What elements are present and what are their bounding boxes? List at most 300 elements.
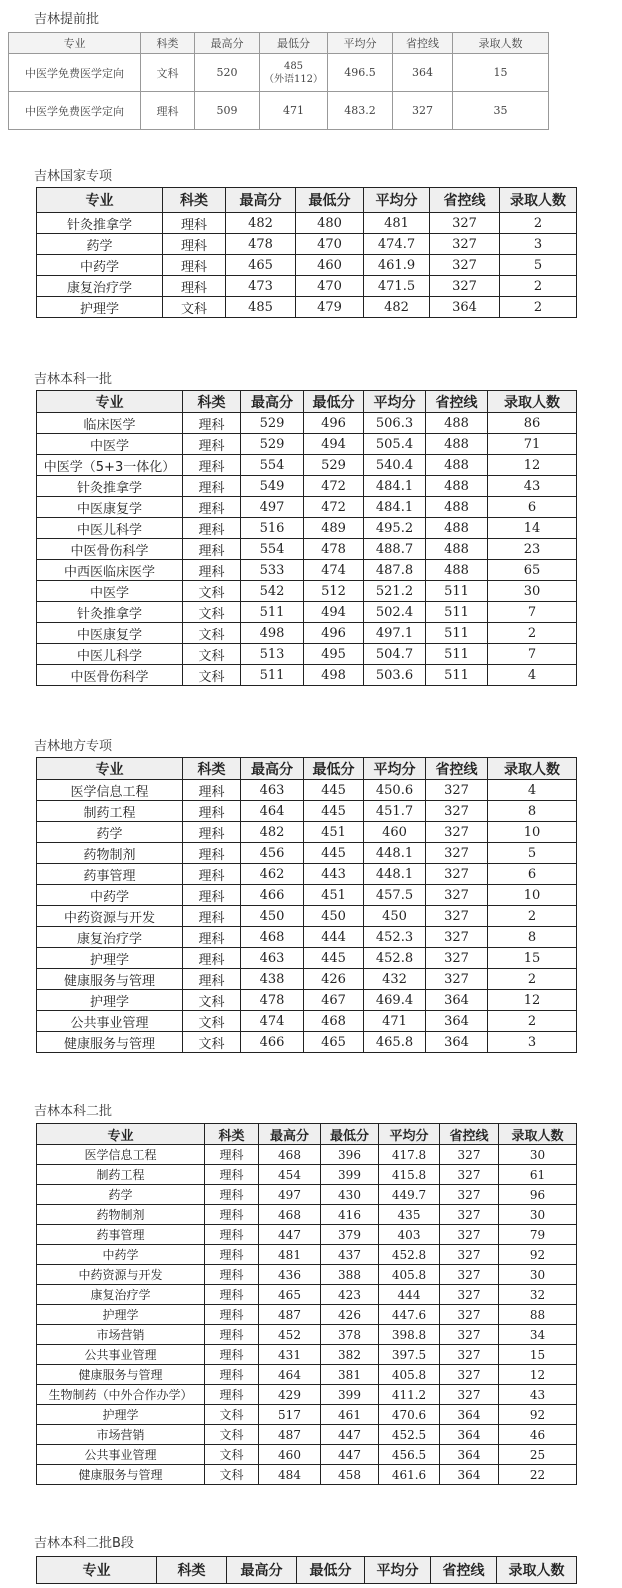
cell-avg-score: 502.4: [364, 602, 426, 623]
col-avg-header: 平均分: [379, 1124, 440, 1145]
table-header-row: [9, 33, 549, 54]
cell-min-score: 445: [304, 843, 364, 864]
cell-min-score: 388: [321, 1265, 379, 1285]
cell-enrolled-count: 30: [488, 581, 577, 602]
cell-min-score: 445: [304, 801, 364, 822]
cell-control-line: 327: [440, 1325, 499, 1345]
cell-max-score: 463: [241, 948, 304, 969]
cell-min-score: 445: [304, 948, 364, 969]
cell-min-score: 472: [304, 497, 364, 518]
cell-control-line: 327: [440, 1265, 499, 1285]
table-row: [37, 1265, 577, 1285]
cell-min-score: 423: [321, 1285, 379, 1305]
cell-enrolled-count: 7: [488, 644, 577, 665]
cell-avg-score: 484.1: [364, 476, 426, 497]
cell-max-score: 549: [241, 476, 304, 497]
cell-avg-score: 471.5: [364, 276, 430, 297]
cell-avg-score: 456.5: [379, 1445, 440, 1465]
cell-major: 市场营销: [37, 1325, 205, 1345]
cell-max-score: 487: [259, 1305, 321, 1325]
cell-min-score: 381: [321, 1365, 379, 1385]
table-row: [37, 864, 577, 885]
cell-avg-score: 503.6: [364, 665, 426, 686]
cell-major: 中医康复学: [37, 623, 183, 644]
col-control-line-header: 省控线: [426, 758, 488, 780]
cell-avg-score: 540.4: [364, 455, 426, 476]
cell-min-score: 399: [321, 1385, 379, 1405]
cell-max-score: 554: [241, 455, 304, 476]
cell-min-score: 451: [304, 822, 364, 843]
cell-control-line: 327: [430, 255, 500, 276]
col-category-header: 科类: [205, 1124, 259, 1145]
cell-enrolled-count: 46: [499, 1425, 577, 1445]
cell-min-score: 468: [304, 1011, 364, 1032]
cell-avg-score: 481: [364, 213, 430, 234]
col-category-header: 科类: [183, 391, 241, 413]
table-row: [37, 906, 577, 927]
cell-max-score: 465: [226, 255, 296, 276]
cell-enrolled-count: 30: [499, 1145, 577, 1165]
col-avg-header: 平均分: [364, 188, 430, 213]
cell-min-score: 494: [304, 434, 364, 455]
cell-major: 药学: [37, 234, 163, 255]
cell-major: 护理学: [37, 1405, 205, 1425]
cell-max-score: 484: [259, 1465, 321, 1485]
second-batch-b-table: [36, 1556, 577, 1584]
cell-enrolled-count: 25: [499, 1445, 577, 1465]
cell-min-score: 382: [321, 1345, 379, 1365]
section-title-early-batch: 吉林提前批: [34, 12, 100, 27]
cell-control-line: 364: [426, 1032, 488, 1053]
cell-min-score: 496: [304, 623, 364, 644]
cell-major: 药学: [37, 822, 183, 843]
cell-max-score: 454: [259, 1165, 321, 1185]
cell-min-score: 470: [296, 234, 364, 255]
cell-min-score: 465: [304, 1032, 364, 1053]
cell-enrolled-count: 65: [488, 560, 577, 581]
cell-category: 理科: [205, 1145, 259, 1165]
cell-max-score: 466: [241, 885, 304, 906]
col-major-header: 专业: [37, 1124, 205, 1145]
cell-control-line: 327: [440, 1305, 499, 1325]
table-row: [37, 297, 577, 318]
cell-major: 中医康复学: [37, 497, 183, 518]
col-category-header: 科类: [157, 1557, 227, 1584]
cell-enrolled-count: 2: [500, 213, 577, 234]
col-control-line-header: 省控线: [426, 391, 488, 413]
cell-max-score: 542: [241, 581, 304, 602]
cell-major: 中药学: [37, 885, 183, 906]
cell-avg-score: 487.8: [364, 560, 426, 581]
col-category-header: 科类: [183, 758, 241, 780]
table-row: [37, 822, 577, 843]
cell-min-score: 444: [304, 927, 364, 948]
cell-major: 中医儿科学: [37, 644, 183, 665]
table-row: [37, 665, 577, 686]
cell-major: 康复治疗学: [37, 1285, 205, 1305]
cell-category: 理科: [205, 1325, 259, 1345]
col-category-header: 科类: [141, 33, 195, 54]
cell-avg-score: 496.5: [328, 54, 393, 92]
cell-avg-score: 448.1: [364, 864, 426, 885]
cell-avg-score: 452.3: [364, 927, 426, 948]
cell-control-line: 488: [426, 476, 488, 497]
cell-control-line: 488: [426, 413, 488, 434]
cell-category: 文科: [183, 990, 241, 1011]
table-row: [37, 602, 577, 623]
cell-control-line: 327: [393, 92, 453, 130]
cell-min-score: 430: [321, 1185, 379, 1205]
cell-category: 文科: [183, 1011, 241, 1032]
cell-enrolled-count: 35: [453, 92, 549, 130]
cell-max-score: 452: [259, 1325, 321, 1345]
cell-major: 药事管理: [37, 864, 183, 885]
table-row: [37, 1032, 577, 1053]
cell-min-score: 437: [321, 1245, 379, 1265]
cell-min-score: 399: [321, 1165, 379, 1185]
cell-category: 文科: [205, 1425, 259, 1445]
cell-category: 理科: [183, 927, 241, 948]
cell-avg-score: 447.6: [379, 1305, 440, 1325]
cell-min-score: 470: [296, 276, 364, 297]
table-row: [37, 948, 577, 969]
cell-control-line: 488: [426, 560, 488, 581]
cell-major: 药学: [37, 1185, 205, 1205]
cell-avg-score: 405.8: [379, 1365, 440, 1385]
section-title-second-batch-b: 吉林本科二批B段: [34, 1536, 134, 1551]
cell-control-line: 488: [426, 518, 488, 539]
cell-min-score: 467: [304, 990, 364, 1011]
table-header-row: [37, 1557, 577, 1584]
table-row: [37, 276, 577, 297]
col-avg-header: 平均分: [365, 1557, 431, 1584]
cell-enrolled-count: 2: [500, 276, 577, 297]
cell-avg-score: 506.3: [364, 413, 426, 434]
cell-enrolled-count: 43: [488, 476, 577, 497]
cell-enrolled-count: 15: [453, 54, 549, 92]
cell-avg-score: 465.8: [364, 1032, 426, 1053]
table-row: [37, 497, 577, 518]
cell-avg-score: 470.6: [379, 1405, 440, 1425]
cell-control-line: 327: [440, 1245, 499, 1265]
cell-min-score: 489: [304, 518, 364, 539]
cell-min-score: 479: [296, 297, 364, 318]
cell-avg-score: 504.7: [364, 644, 426, 665]
cell-enrolled-count: 92: [499, 1245, 577, 1265]
cell-major: 临床医学: [37, 413, 183, 434]
table-row: [37, 581, 577, 602]
cell-max-score: 473: [226, 276, 296, 297]
cell-enrolled-count: 8: [488, 927, 577, 948]
cell-enrolled-count: 3: [500, 234, 577, 255]
cell-enrolled-count: 4: [488, 780, 577, 801]
cell-category: 理科: [141, 92, 195, 130]
cell-avg-score: 457.5: [364, 885, 426, 906]
cell-enrolled-count: 92: [499, 1405, 577, 1425]
table-row: [37, 1465, 577, 1485]
col-enrolled-header: 录取人数: [488, 391, 577, 413]
cell-avg-score: 482: [364, 297, 430, 318]
cell-control-line: 327: [440, 1145, 499, 1165]
cell-category: 理科: [205, 1225, 259, 1245]
cell-major: 针灸推拿学: [37, 602, 183, 623]
cell-max-score: 517: [259, 1405, 321, 1425]
cell-avg-score: 460: [364, 822, 426, 843]
cell-major: 中药资源与开发: [37, 1265, 205, 1285]
cell-max-score: 497: [259, 1185, 321, 1205]
cell-category: 理科: [183, 801, 241, 822]
table-row: [37, 434, 577, 455]
cell-max-score: 466: [241, 1032, 304, 1053]
cell-major: 中医儿科学: [37, 518, 183, 539]
cell-enrolled-count: 22: [499, 1465, 577, 1485]
cell-avg-score: 451.7: [364, 801, 426, 822]
table-row: [37, 1011, 577, 1032]
cell-avg-score: 452.8: [364, 948, 426, 969]
cell-major: 中西医临床医学: [37, 560, 183, 581]
cell-min-score: 426: [304, 969, 364, 990]
cell-control-line: 488: [426, 497, 488, 518]
cell-enrolled-count: 12: [488, 990, 577, 1011]
col-category-header: 科类: [163, 188, 226, 213]
cell-category: 文科: [141, 54, 195, 92]
section-title-national-special: 吉林国家专项: [34, 169, 113, 184]
cell-avg-score: 497.1: [364, 623, 426, 644]
cell-major: 护理学: [37, 297, 163, 318]
cell-control-line: 327: [426, 801, 488, 822]
cell-avg-score: 405.8: [379, 1265, 440, 1285]
cell-control-line: 511: [426, 581, 488, 602]
cell-avg-score: 488.7: [364, 539, 426, 560]
cell-max-score: 529: [241, 413, 304, 434]
cell-category: 理科: [205, 1305, 259, 1325]
table-header-row: [37, 188, 577, 213]
cell-max-score: 463: [241, 780, 304, 801]
cell-avg-score: 505.4: [364, 434, 426, 455]
col-major-header: 专业: [37, 188, 163, 213]
cell-enrolled-count: 6: [488, 864, 577, 885]
cell-major: 健康服务与管理: [37, 1465, 205, 1485]
cell-major: 医学信息工程: [37, 1145, 205, 1165]
col-enrolled-header: 录取人数: [488, 758, 577, 780]
col-control-line-header: 省控线: [431, 1557, 497, 1584]
cell-control-line: 511: [426, 665, 488, 686]
cell-control-line: 327: [440, 1225, 499, 1245]
cell-avg-score: 450.6: [364, 780, 426, 801]
cell-min-score: 494: [304, 602, 364, 623]
cell-control-line: 327: [426, 906, 488, 927]
cell-enrolled-count: 23: [488, 539, 577, 560]
col-control-line-header: 省控线: [440, 1124, 499, 1145]
cell-min-score: 474: [304, 560, 364, 581]
cell-max-score: 554: [241, 539, 304, 560]
cell-control-line: 364: [440, 1465, 499, 1485]
cell-max-score: 431: [259, 1345, 321, 1365]
cell-enrolled-count: 5: [488, 843, 577, 864]
table-row: [37, 518, 577, 539]
cell-major: 公共事业管理: [37, 1445, 205, 1465]
cell-major: 公共事业管理: [37, 1345, 205, 1365]
table-row: [37, 1205, 577, 1225]
cell-category: 理科: [205, 1365, 259, 1385]
cell-control-line: 511: [426, 644, 488, 665]
cell-enrolled-count: 79: [499, 1225, 577, 1245]
table-row: [37, 455, 577, 476]
cell-enrolled-count: 10: [488, 885, 577, 906]
cell-control-line: 327: [440, 1185, 499, 1205]
table-row: [37, 1325, 577, 1345]
table-row: [37, 1385, 577, 1405]
table-row: [37, 539, 577, 560]
cell-major: 康复治疗学: [37, 927, 183, 948]
cell-min-score: 445: [304, 780, 364, 801]
col-major-header: 专业: [37, 391, 183, 413]
col-major-header: 专业: [9, 33, 141, 54]
cell-enrolled-count: 2: [488, 969, 577, 990]
cell-enrolled-count: 96: [499, 1185, 577, 1205]
cell-max-score: 468: [259, 1145, 321, 1165]
cell-category: 文科: [183, 1032, 241, 1053]
col-avg-header: 平均分: [364, 391, 426, 413]
cell-category: 理科: [205, 1345, 259, 1365]
col-min-header: 最低分: [304, 391, 364, 413]
cell-control-line: 511: [426, 602, 488, 623]
col-avg-header: 平均分: [364, 758, 426, 780]
cell-category: 理科: [183, 906, 241, 927]
col-max-header: 最高分: [241, 758, 304, 780]
cell-control-line: 364: [440, 1445, 499, 1465]
cell-control-line: 488: [426, 539, 488, 560]
cell-max-score: 511: [241, 665, 304, 686]
cell-category: 理科: [183, 497, 241, 518]
cell-control-line: 327: [426, 843, 488, 864]
col-max-header: 最高分: [226, 188, 296, 213]
cell-category: 文科: [205, 1445, 259, 1465]
cell-avg-score: 398.8: [379, 1325, 440, 1345]
cell-category: 理科: [205, 1285, 259, 1305]
cell-min-score: 443: [304, 864, 364, 885]
cell-max-score: 481: [259, 1245, 321, 1265]
cell-control-line: 364: [426, 1011, 488, 1032]
cell-avg-score: 452.5: [379, 1425, 440, 1445]
cell-control-line: 327: [440, 1165, 499, 1185]
cell-major: 药事管理: [37, 1225, 205, 1245]
cell-control-line: 364: [426, 990, 488, 1011]
cell-avg-score: 521.2: [364, 581, 426, 602]
cell-control-line: 327: [426, 885, 488, 906]
cell-control-line: 327: [440, 1385, 499, 1405]
cell-avg-score: 403: [379, 1225, 440, 1245]
table-row: [37, 843, 577, 864]
cell-category: 理科: [183, 780, 241, 801]
cell-enrolled-count: 30: [499, 1205, 577, 1225]
cell-category: 理科: [183, 455, 241, 476]
cell-max-score: 436: [259, 1265, 321, 1285]
cell-major: 中医骨伤科学: [37, 665, 183, 686]
cell-category: 理科: [205, 1205, 259, 1225]
cell-max-score: 456: [241, 843, 304, 864]
table-row: [9, 54, 549, 92]
cell-min-score: 426: [321, 1305, 379, 1325]
cell-min-score: 512: [304, 581, 364, 602]
table-row: [37, 1305, 577, 1325]
cell-major: 中医学免费医学定向: [9, 92, 141, 130]
cell-enrolled-count: 4: [488, 665, 577, 686]
cell-enrolled-count: 88: [499, 1305, 577, 1325]
col-enrolled-header: 录取人数: [497, 1557, 577, 1584]
cell-major: 中药学: [37, 1245, 205, 1265]
cell-category: 文科: [163, 297, 226, 318]
cell-category: 理科: [205, 1165, 259, 1185]
cell-max-score: 516: [241, 518, 304, 539]
cell-control-line: 327: [426, 780, 488, 801]
cell-major: 健康服务与管理: [37, 1365, 205, 1385]
cell-avg-score: 417.8: [379, 1145, 440, 1165]
col-major-header: 专业: [37, 1557, 157, 1584]
cell-max-score: 464: [259, 1365, 321, 1385]
cell-min-score: 529: [304, 455, 364, 476]
cell-max-score: 468: [259, 1205, 321, 1225]
cell-max-score: 429: [259, 1385, 321, 1405]
cell-avg-score: 469.4: [364, 990, 426, 1011]
cell-major: 健康服务与管理: [37, 969, 183, 990]
cell-enrolled-count: 34: [499, 1325, 577, 1345]
table-row: [37, 1405, 577, 1425]
cell-major: 护理学: [37, 1305, 205, 1325]
table-row: [37, 969, 577, 990]
table-row: [37, 1365, 577, 1385]
cell-category: 理科: [183, 864, 241, 885]
cell-control-line: 327: [426, 948, 488, 969]
cell-enrolled-count: 86: [488, 413, 577, 434]
col-control-line-header: 省控线: [393, 33, 453, 54]
cell-enrolled-count: 5: [500, 255, 577, 276]
cell-min-score: 460: [296, 255, 364, 276]
cell-control-line: 364: [393, 54, 453, 92]
col-min-header: 最低分: [297, 1557, 365, 1584]
cell-enrolled-count: 3: [488, 1032, 577, 1053]
cell-category: 理科: [163, 276, 226, 297]
cell-min-score: 447: [321, 1445, 379, 1465]
col-enrolled-header: 录取人数: [499, 1124, 577, 1145]
cell-enrolled-count: 2: [500, 297, 577, 318]
cell-control-line: 327: [440, 1205, 499, 1225]
cell-min-score: 471: [260, 92, 328, 130]
cell-min-score: 495: [304, 644, 364, 665]
cell-major: 中医学（5+3一体化）: [37, 455, 183, 476]
cell-control-line: 327: [426, 927, 488, 948]
col-max-header: 最高分: [195, 33, 260, 54]
table-row: [37, 1245, 577, 1265]
cell-control-line: 327: [426, 822, 488, 843]
cell-major: 制药工程: [37, 1165, 205, 1185]
cell-major: 公共事业管理: [37, 1011, 183, 1032]
cell-major: 药物制剂: [37, 843, 183, 864]
table-row: [37, 1225, 577, 1245]
table-row: [37, 413, 577, 434]
cell-major: 护理学: [37, 948, 183, 969]
cell-max-score: 511: [241, 602, 304, 623]
cell-avg-score: 450: [364, 906, 426, 927]
section-title-local-special: 吉林地方专项: [34, 739, 113, 754]
cell-category: 理科: [183, 560, 241, 581]
cell-category: 理科: [163, 255, 226, 276]
cell-enrolled-count: 43: [499, 1385, 577, 1405]
cell-avg-score: 435: [379, 1205, 440, 1225]
cell-category: 理科: [183, 822, 241, 843]
cell-max-score: 478: [241, 990, 304, 1011]
cell-max-score: 498: [241, 623, 304, 644]
